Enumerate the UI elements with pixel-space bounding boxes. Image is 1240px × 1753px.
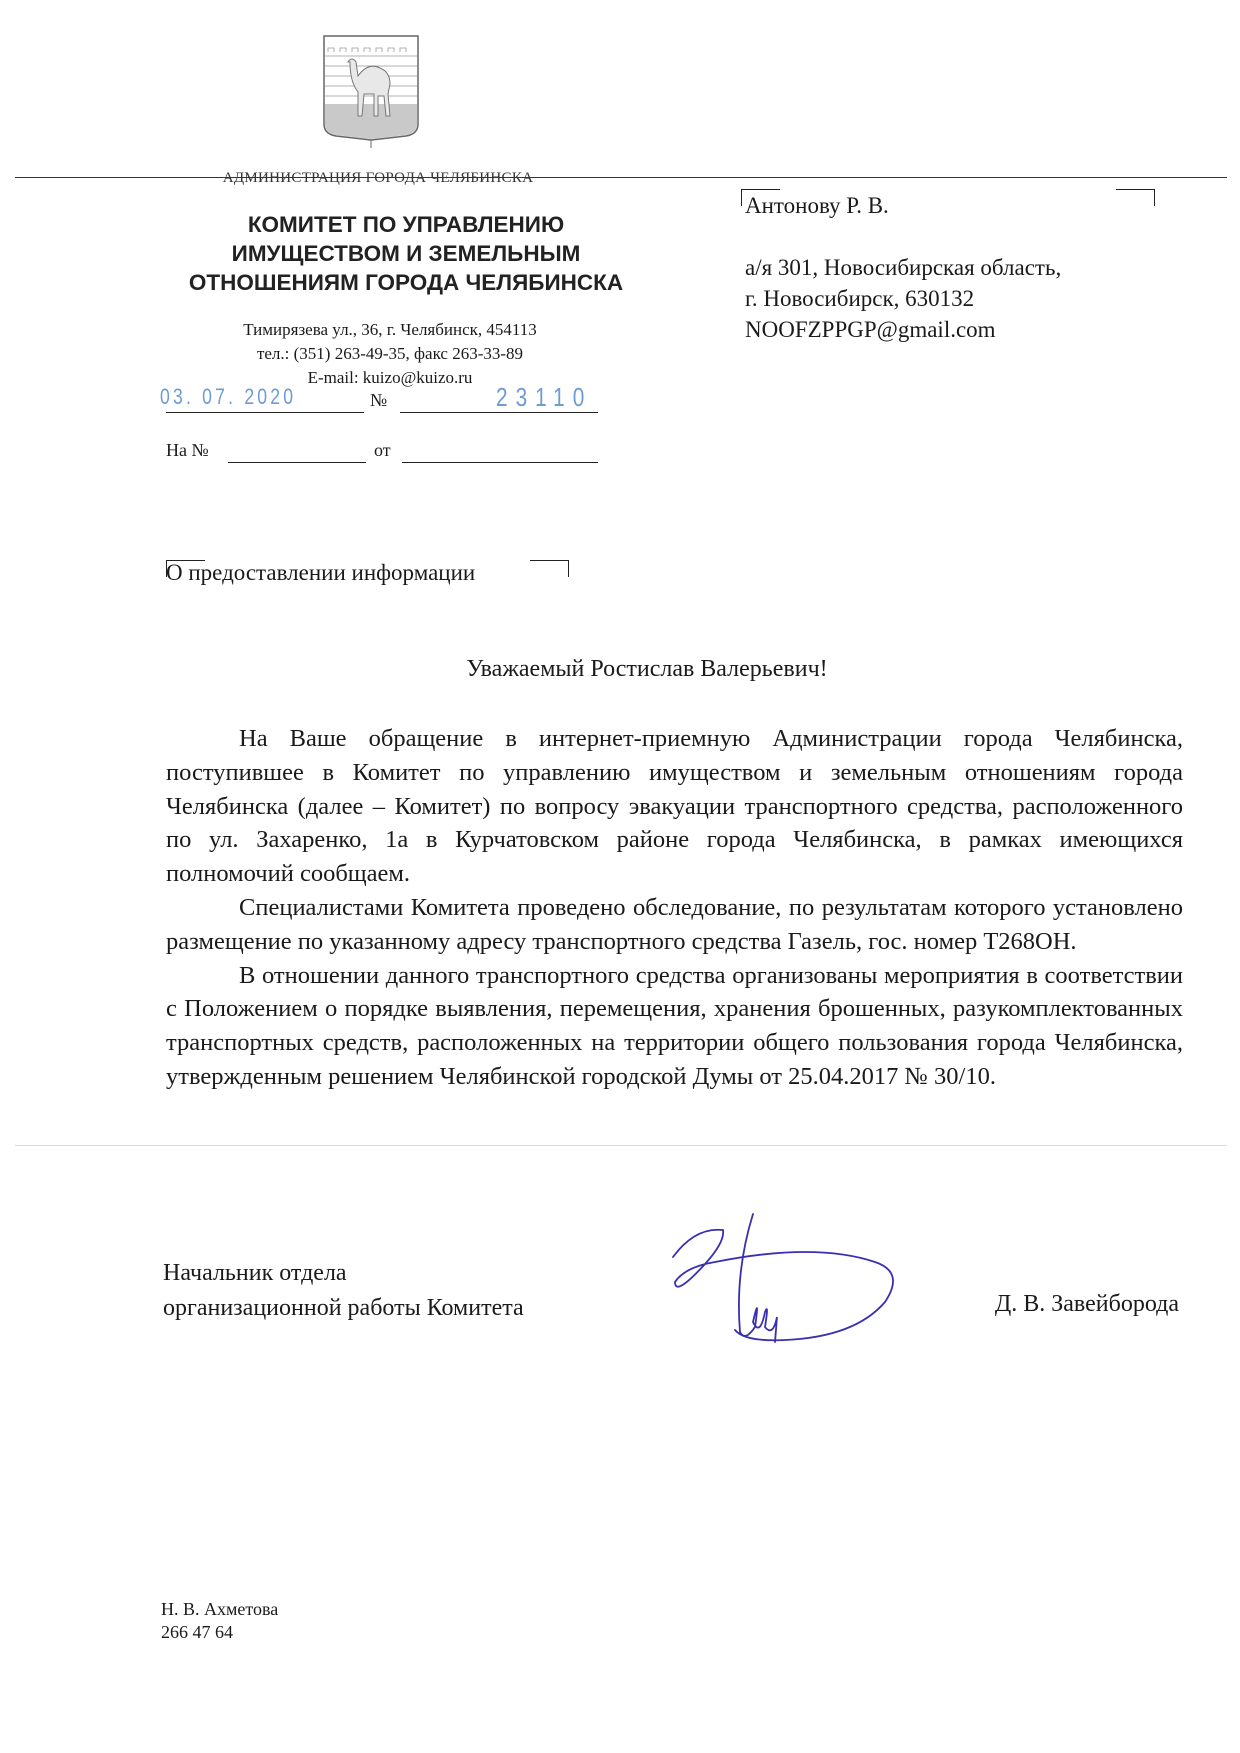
recipient-email: NOOFZPPGP@gmail.com — [745, 317, 996, 342]
recipient-address-line: а/я 301, Новосибирская область, — [745, 255, 1062, 280]
reply-reference-line — [166, 438, 606, 468]
committee-email: E-mail: kuizo@kuizo.ru — [307, 368, 473, 387]
committee-title-line: ОТНОШЕНИЯМ ГОРОДА ЧЕЛЯБИНСКА — [188, 270, 624, 295]
signer-position — [163, 1256, 524, 1326]
reply-number-underline — [228, 462, 366, 463]
recipient-name: Антонову Р. В. — [745, 193, 889, 218]
signer-position-line: Начальник отдела — [163, 1260, 347, 1286]
committee-phone: тел.: (351) 263-49-35, факс 263-33-89 — [256, 344, 524, 363]
letter-greeting: Уважаемый Ростислав Валерьевич! — [466, 656, 828, 682]
reply-number-label: На № — [166, 440, 209, 460]
number-label: № — [370, 390, 388, 410]
executor-info — [161, 1598, 278, 1644]
committee-title — [140, 210, 672, 297]
registration-line — [160, 382, 606, 418]
registration-number-stamp: 23110 — [496, 382, 593, 412]
letter-subject: О предоставлении информации — [166, 560, 476, 585]
reply-from-label: от — [374, 440, 391, 460]
city-coat-of-arms-emblem — [322, 34, 420, 150]
reply-date-underline — [402, 462, 598, 463]
body-paragraph: На Ваше обращение в интернет-приемную Администрации города Челябинска, поступившее в Комитет по управлению имуществом и земельным отношениям города Челябинска (далее – Комитет) по вопросу эвакуации транспортного средства, расположенного по ул. Захаренко, 1а в Курчатовском районе города Челябинска, в рамках имеющихся полномочий сообщаем. — [166, 725, 1183, 888]
recipient-address-line: г. Новосибирск, 630132 — [745, 286, 975, 311]
scan-artifact-line — [15, 1145, 1227, 1146]
signer-position-line: организационной работы Комитета — [163, 1295, 524, 1321]
committee-title-line: КОМИТЕТ ПО УПРАВЛЕНИЮ — [247, 212, 565, 237]
committee-address: Тимирязева ул., 36, г. Челябинск, 454113 — [243, 320, 537, 339]
registration-date-stamp: 03. 07. 2020 — [160, 384, 297, 409]
committee-contacts — [170, 318, 610, 390]
address-corner-mark — [1116, 189, 1155, 206]
letter-body — [166, 722, 1183, 1094]
executor-name: Н. В. Ахметова — [161, 1599, 279, 1619]
handwritten-signature — [665, 1212, 935, 1347]
signer-name: Д. В. Завейборода — [994, 1291, 1179, 1317]
administration-title: АДМИНИСТРАЦИЯ ГОРОДА ЧЕЛЯБИНСКА — [222, 170, 534, 186]
body-paragraph: В отношении данного транспортного средства организованы мероприятия в соответствии с Положением о порядке выявления, перемещения, хранения брошенных, разукомплектованных транспортных средств, расположенных на территории общего пользования города Челябинска, утвержденным решением Челябинской городской Думы от 25.04.2017 № 30/10. — [166, 961, 1183, 1090]
committee-title-line: ИМУЩЕСТВОМ И ЗЕМЕЛЬНЫМ — [231, 241, 581, 266]
executor-phone: 266 47 64 — [161, 1622, 233, 1642]
subject-corner-mark — [530, 560, 569, 577]
date-underline — [166, 412, 364, 413]
body-paragraph: Специалистами Комитета проведено обследование, по результатам которого установлено размещение по указанному адресу транспортного средства Газель, гос. номер Т268ОН. — [166, 893, 1183, 955]
recipient-block — [745, 190, 1061, 345]
